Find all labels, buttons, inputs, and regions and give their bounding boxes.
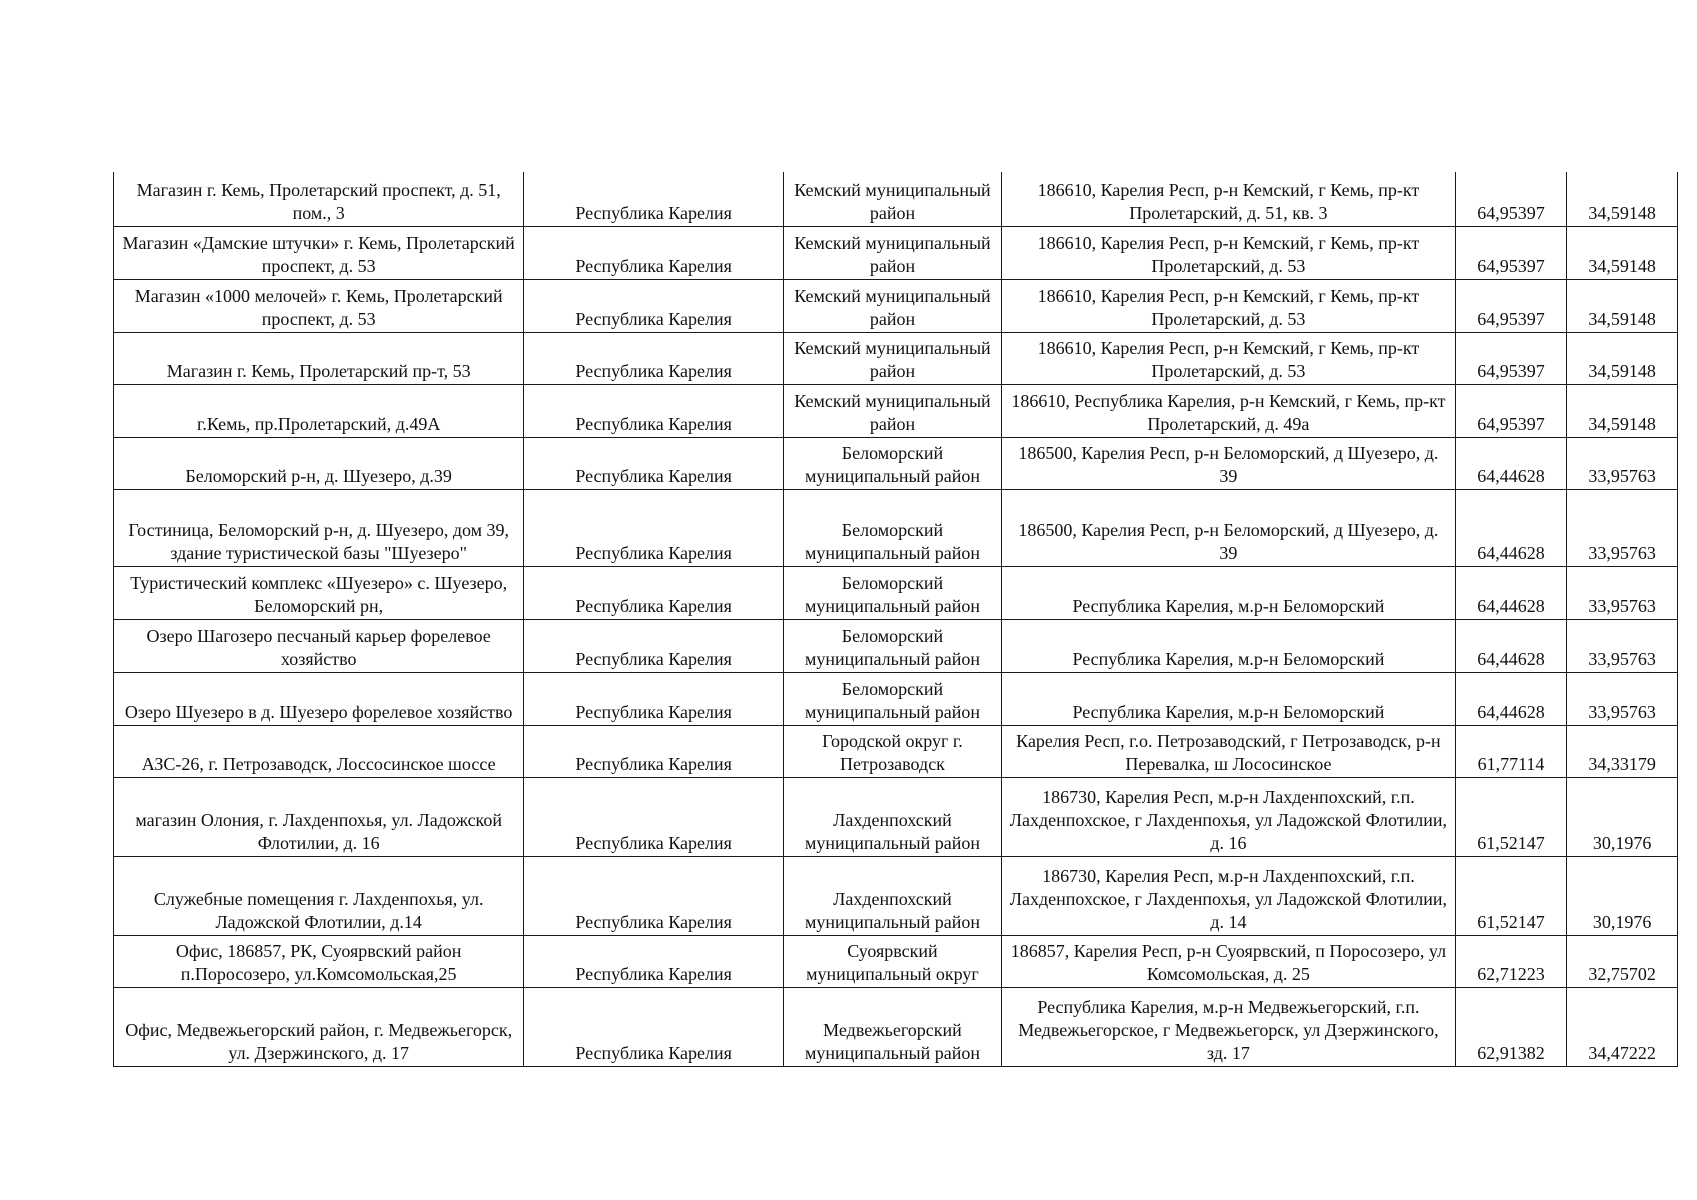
latitude-cell: 64,44628 [1455, 672, 1567, 725]
address-cell: 186610, Карелия Респ, р-н Кемский, г Кемь, пр-кт Пролетарский, д. 53 [1002, 279, 1456, 332]
longitude-cell: 34,47222 [1567, 987, 1678, 1066]
region-cell: Республика Карелия [524, 332, 783, 384]
latitude-cell: 64,44628 [1455, 489, 1567, 566]
region-cell: Республика Карелия [524, 566, 783, 619]
address-cell: 186730, Карелия Респ, м.р-н Лахденпохский, г.п. Лахденпохское, г Лахденпохья, ул Ладожской Флотилии, д. 14 [1002, 856, 1456, 935]
region-cell: Республика Карелия [524, 226, 783, 279]
region-cell: Республика Карелия [524, 935, 783, 987]
district-cell: Кемский муниципальный район [783, 172, 1001, 226]
region-cell: Республика Карелия [524, 987, 783, 1066]
address-cell: 186610, Республика Карелия, р-н Кемский, г Кемь, пр-кт Пролетарский, д. 49а [1002, 384, 1456, 437]
address-cell: Карелия Респ, г.о. Петрозаводский, г Петрозаводск, р-н Перевалка, ш Лососинское [1002, 725, 1456, 777]
object-name-cell: магазин Олония, г. Лахденпохья, ул. Ладожской Флотилии, д. 16 [114, 777, 524, 856]
district-cell: Беломорский муниципальный район [783, 489, 1001, 566]
address-cell: 186500, Карелия Респ, р-н Беломорский, д Шуезеро, д. 39 [1002, 437, 1456, 489]
longitude-cell: 34,59148 [1567, 332, 1678, 384]
district-cell: Кемский муниципальный район [783, 332, 1001, 384]
region-cell: Республика Карелия [524, 489, 783, 566]
longitude-cell: 34,59148 [1567, 384, 1678, 437]
region-cell: Республика Карелия [524, 172, 783, 226]
longitude-cell: 34,59148 [1567, 279, 1678, 332]
latitude-cell: 61,77114 [1455, 725, 1567, 777]
address-cell: 186610, Карелия Респ, р-н Кемский, г Кемь, пр-кт Пролетарский, д. 53 [1002, 226, 1456, 279]
district-cell: Медвежьегорский муниципальный район [783, 987, 1001, 1066]
latitude-cell: 64,95397 [1455, 384, 1567, 437]
object-name-cell: Озеро Шуезеро в д. Шуезеро форелевое хозяйство [114, 672, 524, 725]
address-cell: 186610, Карелия Респ, р-н Кемский, г Кемь, пр-кт Пролетарский, д. 53 [1002, 332, 1456, 384]
object-name-cell: Беломорский р-н, д. Шуезеро, д.39 [114, 437, 524, 489]
table-row [114, 172, 1678, 226]
object-name-cell: Гостиница, Беломорский р-н, д. Шуезеро, дом 39, здание туристической базы "Шуезеро" [114, 489, 524, 566]
object-name-cell: Магазин г. Кемь, Пролетарский пр-т, 53 [114, 332, 524, 384]
latitude-cell: 61,52147 [1455, 777, 1567, 856]
table-row [114, 987, 1678, 1066]
region-cell: Республика Карелия [524, 279, 783, 332]
region-cell: Республика Карелия [524, 619, 783, 672]
district-cell: Кемский муниципальный район [783, 384, 1001, 437]
address-cell: Республика Карелия, м.р-н Медвежьегорский, г.п. Медвежьегорское, г Медвежьегорск, ул Дзержинского, зд. 17 [1002, 987, 1456, 1066]
district-cell: Беломорский муниципальный район [783, 672, 1001, 725]
table-row [114, 672, 1678, 725]
region-cell: Республика Карелия [524, 725, 783, 777]
district-cell: Лахденпохский муниципальный район [783, 856, 1001, 935]
longitude-cell: 33,95763 [1567, 489, 1678, 566]
table-row [114, 332, 1678, 384]
object-name-cell: Магазин «1000 мелочей» г. Кемь, Пролетарский проспект, д. 53 [114, 279, 524, 332]
region-cell: Республика Карелия [524, 777, 783, 856]
table-row [114, 489, 1678, 566]
district-cell: Городской округ г. Петрозаводск [783, 725, 1001, 777]
longitude-cell: 33,95763 [1567, 672, 1678, 725]
district-cell: Кемский муниципальный район [783, 279, 1001, 332]
address-cell: 186730, Карелия Респ, м.р-н Лахденпохский, г.п. Лахденпохское, г Лахденпохья, ул Ладожской Флотилии, д. 16 [1002, 777, 1456, 856]
address-cell: Республика Карелия, м.р-н Беломорский [1002, 566, 1456, 619]
address-cell: Республика Карелия, м.р-н Беломорский [1002, 619, 1456, 672]
table-row [114, 725, 1678, 777]
object-name-cell: Магазин г. Кемь, Пролетарский проспект, д. 51, пом., 3 [114, 172, 524, 226]
table-row [114, 437, 1678, 489]
longitude-cell: 30,1976 [1567, 856, 1678, 935]
district-cell: Беломорский муниципальный район [783, 619, 1001, 672]
region-cell: Республика Карелия [524, 672, 783, 725]
object-name-cell: Офис, Медвежьегорский район, г. Медвежьегорск, ул. Дзержинского, д. 17 [114, 987, 524, 1066]
latitude-cell: 64,44628 [1455, 437, 1567, 489]
address-cell: 186500, Карелия Респ, р-н Беломорский, д Шуезеро, д. 39 [1002, 489, 1456, 566]
object-name-cell: Офис, 186857, РК, Суоярвский район п.Поросозеро, ул.Комсомольская,25 [114, 935, 524, 987]
latitude-cell: 62,91382 [1455, 987, 1567, 1066]
latitude-cell: 64,95397 [1455, 332, 1567, 384]
latitude-cell: 64,95397 [1455, 279, 1567, 332]
table-row [114, 935, 1678, 987]
district-cell: Беломорский муниципальный район [783, 437, 1001, 489]
table-row [114, 856, 1678, 935]
district-cell: Лахденпохский муниципальный район [783, 777, 1001, 856]
region-cell: Республика Карелия [524, 384, 783, 437]
longitude-cell: 32,75702 [1567, 935, 1678, 987]
latitude-cell: 64,44628 [1455, 566, 1567, 619]
table-row [114, 226, 1678, 279]
object-name-cell: Туристический комплекс «Шуезеро» с. Шуезеро, Беломорский рн, [114, 566, 524, 619]
object-name-cell: Озеро Шагозеро песчаный карьер форелевое хозяйство [114, 619, 524, 672]
district-cell: Суоярвский муниципальный округ [783, 935, 1001, 987]
object-name-cell: АЗС-26, г. Петрозаводск, Лоссосинское шоссе [114, 725, 524, 777]
locations-table [113, 172, 1678, 1067]
longitude-cell: 34,59148 [1567, 226, 1678, 279]
table-row [114, 619, 1678, 672]
table-row [114, 777, 1678, 856]
address-cell: Республика Карелия, м.р-н Беломорский [1002, 672, 1456, 725]
longitude-cell: 33,95763 [1567, 566, 1678, 619]
longitude-cell: 33,95763 [1567, 437, 1678, 489]
district-cell: Беломорский муниципальный район [783, 566, 1001, 619]
latitude-cell: 62,71223 [1455, 935, 1567, 987]
table-row [114, 384, 1678, 437]
address-cell: 186857, Карелия Респ, р-н Суоярвский, п Поросозеро, ул Комсомольская, д. 25 [1002, 935, 1456, 987]
table-row [114, 566, 1678, 619]
district-cell: Кемский муниципальный район [783, 226, 1001, 279]
object-name-cell: г.Кемь, пр.Пролетарский, д.49А [114, 384, 524, 437]
object-name-cell: Служебные помещения г. Лахденпохья, ул. Ладожской Флотилии, д.14 [114, 856, 524, 935]
longitude-cell: 34,33179 [1567, 725, 1678, 777]
object-name-cell: Магазин «Дамские штучки» г. Кемь, Пролетарский проспект, д. 53 [114, 226, 524, 279]
longitude-cell: 30,1976 [1567, 777, 1678, 856]
region-cell: Республика Карелия [524, 437, 783, 489]
latitude-cell: 64,44628 [1455, 619, 1567, 672]
latitude-cell: 64,95397 [1455, 172, 1567, 226]
latitude-cell: 64,95397 [1455, 226, 1567, 279]
table-row [114, 279, 1678, 332]
region-cell: Республика Карелия [524, 856, 783, 935]
longitude-cell: 33,95763 [1567, 619, 1678, 672]
address-cell: 186610, Карелия Респ, р-н Кемский, г Кемь, пр-кт Пролетарский, д. 51, кв. 3 [1002, 172, 1456, 226]
longitude-cell: 34,59148 [1567, 172, 1678, 226]
latitude-cell: 61,52147 [1455, 856, 1567, 935]
